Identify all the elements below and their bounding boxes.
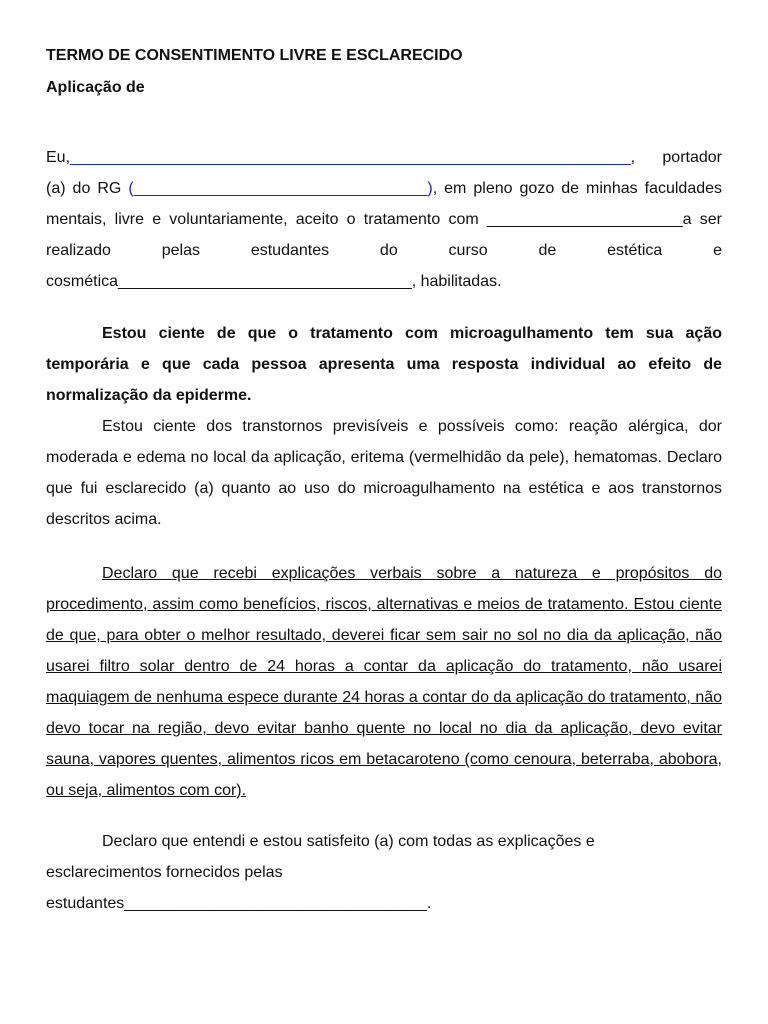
- rg-blank: (_________________________________): [128, 180, 433, 197]
- treatment-blank: ______________________: [486, 211, 683, 228]
- rg-prefix: portador (a) do RG: [46, 149, 722, 197]
- document-subtitle: Aplicação de: [46, 79, 145, 96]
- closing-line-3: [46, 888, 722, 919]
- intro-paragraph: [46, 142, 722, 297]
- intro-line-3: minhas faculdades mentais, livre e voluntariamente, aceito o tratamento com: [46, 180, 723, 228]
- estudantes-label: estudantes: [46, 895, 125, 912]
- closing-period: .: [426, 895, 432, 912]
- treatment-suffix: a ser realizado pelas estudantes do curso de estética e: [46, 211, 722, 259]
- cosmetica-label: cosmética: [46, 273, 119, 290]
- awareness-paragraph: Estou ciente de que o tratamento com microagulhamento tem sua ação temporária e que cada pessoa apresenta uma resposta individual ao efeito de normalização da epiderme.: [46, 325, 722, 404]
- rg-suffix: , em pleno gozo de: [432, 180, 580, 197]
- habilitadas-text: , habilitadas.: [411, 273, 502, 290]
- risks-paragraph: Estou ciente dos transtornos previsíveis e possíveis como: reação alérgica, dor moderada e edema no local da aplicação, eritema (vermelhidão da pele), hematomas. Declaro que fui esclarecido (a) quanto ao uso do microagulhamento na estética e aos transtornos descritos acima.: [46, 418, 722, 528]
- closing-line-1: Declaro que entendi e estou satisfeito (a) com todas as explicações e: [102, 833, 595, 850]
- name-comma: ,: [630, 149, 636, 166]
- intro-line-name: [46, 149, 635, 166]
- document-title: TERMO DE CONSENTIMENTO LIVRE E ESCLARECIDO: [46, 47, 463, 64]
- institution-blank: _________________________________: [118, 273, 412, 290]
- closing-line-2: esclarecimentos fornecidos pelas: [46, 864, 283, 881]
- eu-label: Eu,: [46, 149, 71, 166]
- students-blank: __________________________________: [124, 895, 427, 912]
- name-blank: _______________________________________________________________: [70, 149, 631, 166]
- document-body: [46, 142, 722, 919]
- care-instructions-paragraph: Declaro que recebi explicações verbais sobre a natureza e propósitos do procedimento, assim como benefícios, riscos, alternativas e meios de tratamento. Estou ciente de que, para obter o melhor resultado, deverei ficar sem sair no sol no dia da aplicação, não usarei filtro solar dentro de 24 horas a contar da aplicação do tratamento, não usarei maquiagem de nenhuma espece durante 24 horas a contar do da aplicação do tratamento, não devo tocar na região, devo evitar banho quente no local no dia da aplicação, devo evitar sauna, vapores quentes, alimentos ricos em betacaroteno (como cenoura, beterraba, abobora, ou seja, alimentos com cor).: [46, 565, 723, 799]
